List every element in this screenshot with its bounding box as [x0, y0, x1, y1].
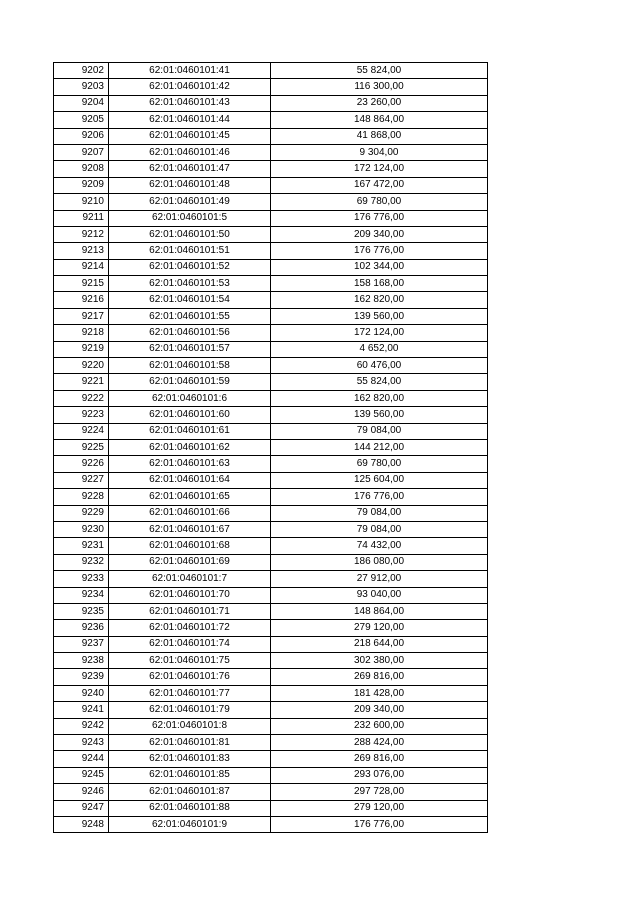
table-row	[54, 79, 488, 95]
row-number-cell: 9231	[54, 538, 109, 554]
table-body	[54, 63, 488, 833]
row-number-cell: 9217	[54, 308, 109, 324]
cadastral-value-cell: 55 824,00	[271, 63, 488, 79]
cadastral-value-cell: 4 652,00	[271, 341, 488, 357]
cadastral-value-cell: 102 344,00	[271, 259, 488, 275]
row-number-cell: 9222	[54, 390, 109, 406]
cadastral-number-cell: 62:01:0460101:83	[109, 751, 271, 767]
table-row	[54, 571, 488, 587]
cadastral-value-table	[53, 62, 488, 833]
cadastral-value-cell: 186 080,00	[271, 554, 488, 570]
cadastral-value-cell: 209 340,00	[271, 702, 488, 718]
cadastral-number-cell: 62:01:0460101:7	[109, 571, 271, 587]
row-number-cell: 9244	[54, 751, 109, 767]
row-number-cell: 9248	[54, 816, 109, 832]
cadastral-value-cell: 93 040,00	[271, 587, 488, 603]
row-number-cell: 9209	[54, 177, 109, 193]
cadastral-number-cell: 62:01:0460101:46	[109, 144, 271, 160]
row-number-cell: 9223	[54, 407, 109, 423]
cadastral-value-cell: 139 560,00	[271, 407, 488, 423]
cadastral-number-cell: 62:01:0460101:77	[109, 685, 271, 701]
table-row	[54, 276, 488, 292]
cadastral-value-cell: 162 820,00	[271, 390, 488, 406]
cadastral-value-cell: 60 476,00	[271, 358, 488, 374]
cadastral-number-cell: 62:01:0460101:42	[109, 79, 271, 95]
cadastral-number-cell: 62:01:0460101:75	[109, 653, 271, 669]
table-row	[54, 243, 488, 259]
cadastral-value-cell: 69 780,00	[271, 194, 488, 210]
cadastral-value-cell: 176 776,00	[271, 489, 488, 505]
row-number-cell: 9211	[54, 210, 109, 226]
cadastral-value-cell: 176 776,00	[271, 243, 488, 259]
cadastral-value-cell: 79 084,00	[271, 423, 488, 439]
cadastral-number-cell: 62:01:0460101:63	[109, 456, 271, 472]
cadastral-number-cell: 62:01:0460101:52	[109, 259, 271, 275]
cadastral-number-cell: 62:01:0460101:66	[109, 505, 271, 521]
table-row	[54, 177, 488, 193]
cadastral-number-cell: 62:01:0460101:58	[109, 358, 271, 374]
table-row	[54, 390, 488, 406]
cadastral-number-cell: 62:01:0460101:45	[109, 128, 271, 144]
cadastral-value-cell: 79 084,00	[271, 521, 488, 537]
row-number-cell: 9218	[54, 325, 109, 341]
cadastral-number-cell: 62:01:0460101:55	[109, 308, 271, 324]
row-number-cell: 9241	[54, 702, 109, 718]
cadastral-number-cell: 62:01:0460101:57	[109, 341, 271, 357]
row-number-cell: 9227	[54, 472, 109, 488]
row-number-cell: 9204	[54, 95, 109, 111]
row-number-cell: 9208	[54, 161, 109, 177]
cadastral-number-cell: 62:01:0460101:50	[109, 226, 271, 242]
table-row	[54, 407, 488, 423]
table-row	[54, 784, 488, 800]
cadastral-number-cell: 62:01:0460101:64	[109, 472, 271, 488]
cadastral-number-cell: 62:01:0460101:44	[109, 112, 271, 128]
cadastral-value-cell: 269 816,00	[271, 751, 488, 767]
table-row	[54, 341, 488, 357]
table-row	[54, 800, 488, 816]
cadastral-number-cell: 62:01:0460101:71	[109, 603, 271, 619]
cadastral-number-cell: 62:01:0460101:54	[109, 292, 271, 308]
row-number-cell: 9243	[54, 735, 109, 751]
table-row	[54, 735, 488, 751]
cadastral-value-cell: 176 776,00	[271, 816, 488, 832]
document-page	[53, 62, 488, 833]
cadastral-number-cell: 62:01:0460101:79	[109, 702, 271, 718]
cadastral-number-cell: 62:01:0460101:61	[109, 423, 271, 439]
table-row	[54, 95, 488, 111]
cadastral-value-cell: 279 120,00	[271, 620, 488, 636]
cadastral-value-cell: 116 300,00	[271, 79, 488, 95]
table-row	[54, 816, 488, 832]
cadastral-value-cell: 269 816,00	[271, 669, 488, 685]
row-number-cell: 9214	[54, 259, 109, 275]
row-number-cell: 9225	[54, 439, 109, 455]
table-row	[54, 669, 488, 685]
table-row	[54, 63, 488, 79]
cadastral-number-cell: 62:01:0460101:8	[109, 718, 271, 734]
cadastral-value-cell: 288 424,00	[271, 735, 488, 751]
row-number-cell: 9216	[54, 292, 109, 308]
row-number-cell: 9237	[54, 636, 109, 652]
table-row	[54, 325, 488, 341]
table-row	[54, 439, 488, 455]
cadastral-value-cell: 139 560,00	[271, 308, 488, 324]
row-number-cell: 9242	[54, 718, 109, 734]
row-number-cell: 9206	[54, 128, 109, 144]
row-number-cell: 9210	[54, 194, 109, 210]
cadastral-value-cell: 144 212,00	[271, 439, 488, 455]
row-number-cell: 9213	[54, 243, 109, 259]
cadastral-number-cell: 62:01:0460101:85	[109, 767, 271, 783]
table-row	[54, 259, 488, 275]
row-number-cell: 9215	[54, 276, 109, 292]
row-number-cell: 9205	[54, 112, 109, 128]
table-row	[54, 128, 488, 144]
row-number-cell: 9235	[54, 603, 109, 619]
table-row	[54, 308, 488, 324]
row-number-cell: 9207	[54, 144, 109, 160]
cadastral-number-cell: 62:01:0460101:6	[109, 390, 271, 406]
table-row	[54, 767, 488, 783]
cadastral-number-cell: 62:01:0460101:9	[109, 816, 271, 832]
row-number-cell: 9238	[54, 653, 109, 669]
cadastral-value-cell: 218 644,00	[271, 636, 488, 652]
row-number-cell: 9226	[54, 456, 109, 472]
cadastral-value-cell: 125 604,00	[271, 472, 488, 488]
cadastral-number-cell: 62:01:0460101:69	[109, 554, 271, 570]
cadastral-number-cell: 62:01:0460101:74	[109, 636, 271, 652]
cadastral-number-cell: 62:01:0460101:60	[109, 407, 271, 423]
cadastral-number-cell: 62:01:0460101:5	[109, 210, 271, 226]
cadastral-value-cell: 69 780,00	[271, 456, 488, 472]
table-row	[54, 702, 488, 718]
row-number-cell: 9219	[54, 341, 109, 357]
cadastral-value-cell: 302 380,00	[271, 653, 488, 669]
cadastral-number-cell: 62:01:0460101:81	[109, 735, 271, 751]
table-row	[54, 636, 488, 652]
row-number-cell: 9203	[54, 79, 109, 95]
table-row	[54, 505, 488, 521]
table-row	[54, 603, 488, 619]
cadastral-value-cell: 297 728,00	[271, 784, 488, 800]
table-row	[54, 685, 488, 701]
cadastral-value-cell: 172 124,00	[271, 161, 488, 177]
row-number-cell: 9230	[54, 521, 109, 537]
table-row	[54, 620, 488, 636]
row-number-cell: 9221	[54, 374, 109, 390]
table-row	[54, 653, 488, 669]
row-number-cell: 9234	[54, 587, 109, 603]
row-number-cell: 9224	[54, 423, 109, 439]
row-number-cell: 9247	[54, 800, 109, 816]
cadastral-value-cell: 172 124,00	[271, 325, 488, 341]
cadastral-number-cell: 62:01:0460101:87	[109, 784, 271, 800]
cadastral-number-cell: 62:01:0460101:65	[109, 489, 271, 505]
cadastral-number-cell: 62:01:0460101:49	[109, 194, 271, 210]
cadastral-value-cell: 148 864,00	[271, 603, 488, 619]
table-row	[54, 161, 488, 177]
cadastral-number-cell: 62:01:0460101:48	[109, 177, 271, 193]
table-row	[54, 554, 488, 570]
cadastral-value-cell: 279 120,00	[271, 800, 488, 816]
cadastral-value-cell: 209 340,00	[271, 226, 488, 242]
table-row	[54, 292, 488, 308]
cadastral-number-cell: 62:01:0460101:68	[109, 538, 271, 554]
row-number-cell: 9212	[54, 226, 109, 242]
table-row	[54, 472, 488, 488]
cadastral-number-cell: 62:01:0460101:53	[109, 276, 271, 292]
row-number-cell: 9246	[54, 784, 109, 800]
table-row	[54, 718, 488, 734]
cadastral-value-cell: 176 776,00	[271, 210, 488, 226]
cadastral-number-cell: 62:01:0460101:72	[109, 620, 271, 636]
table-row	[54, 587, 488, 603]
cadastral-value-cell: 181 428,00	[271, 685, 488, 701]
table-row	[54, 423, 488, 439]
cadastral-value-cell: 23 260,00	[271, 95, 488, 111]
cadastral-number-cell: 62:01:0460101:70	[109, 587, 271, 603]
table-row	[54, 751, 488, 767]
table-row	[54, 358, 488, 374]
table-row	[54, 538, 488, 554]
cadastral-number-cell: 62:01:0460101:62	[109, 439, 271, 455]
table-row	[54, 144, 488, 160]
table-row	[54, 226, 488, 242]
cadastral-value-cell: 27 912,00	[271, 571, 488, 587]
row-number-cell: 9232	[54, 554, 109, 570]
cadastral-value-cell: 158 168,00	[271, 276, 488, 292]
table-row	[54, 210, 488, 226]
cadastral-value-cell: 293 076,00	[271, 767, 488, 783]
cadastral-number-cell: 62:01:0460101:41	[109, 63, 271, 79]
cadastral-value-cell: 148 864,00	[271, 112, 488, 128]
cadastral-value-cell: 232 600,00	[271, 718, 488, 734]
cadastral-value-cell: 74 432,00	[271, 538, 488, 554]
table-row	[54, 374, 488, 390]
table-row	[54, 456, 488, 472]
row-number-cell: 9236	[54, 620, 109, 636]
table-row	[54, 489, 488, 505]
cadastral-number-cell: 62:01:0460101:59	[109, 374, 271, 390]
cadastral-value-cell: 9 304,00	[271, 144, 488, 160]
cadastral-number-cell: 62:01:0460101:67	[109, 521, 271, 537]
cadastral-value-cell: 79 084,00	[271, 505, 488, 521]
row-number-cell: 9240	[54, 685, 109, 701]
cadastral-number-cell: 62:01:0460101:88	[109, 800, 271, 816]
cadastral-value-cell: 41 868,00	[271, 128, 488, 144]
row-number-cell: 9233	[54, 571, 109, 587]
row-number-cell: 9245	[54, 767, 109, 783]
row-number-cell: 9202	[54, 63, 109, 79]
table-row	[54, 194, 488, 210]
cadastral-number-cell: 62:01:0460101:56	[109, 325, 271, 341]
row-number-cell: 9220	[54, 358, 109, 374]
table-row	[54, 521, 488, 537]
cadastral-value-cell: 167 472,00	[271, 177, 488, 193]
row-number-cell: 9229	[54, 505, 109, 521]
cadastral-number-cell: 62:01:0460101:51	[109, 243, 271, 259]
row-number-cell: 9239	[54, 669, 109, 685]
cadastral-value-cell: 162 820,00	[271, 292, 488, 308]
row-number-cell: 9228	[54, 489, 109, 505]
cadastral-number-cell: 62:01:0460101:47	[109, 161, 271, 177]
cadastral-number-cell: 62:01:0460101:76	[109, 669, 271, 685]
table-row	[54, 112, 488, 128]
cadastral-number-cell: 62:01:0460101:43	[109, 95, 271, 111]
cadastral-value-cell: 55 824,00	[271, 374, 488, 390]
